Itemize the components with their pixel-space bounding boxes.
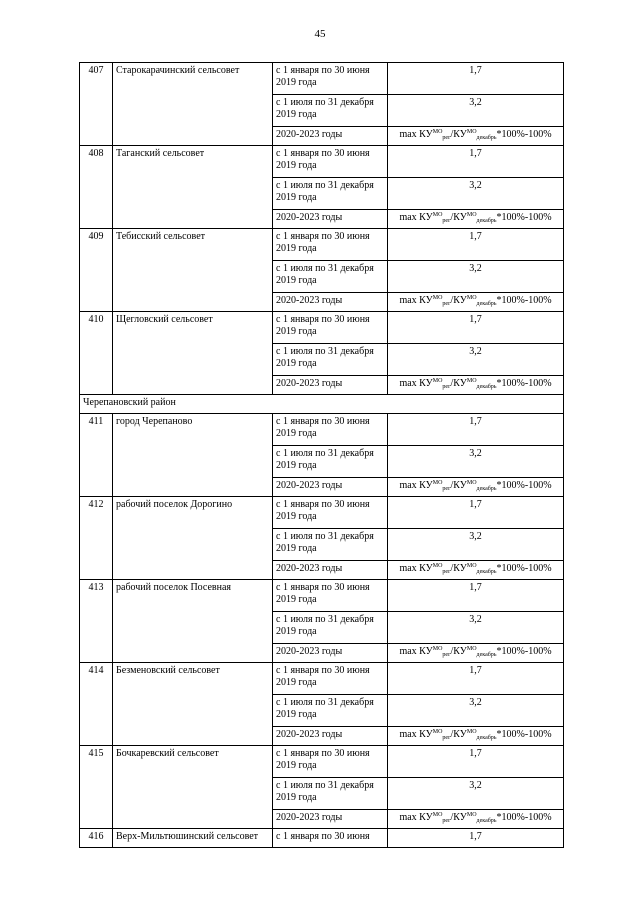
period-h1: с 1 января по 30 июня 2019 года bbox=[273, 312, 388, 344]
formula-cell bbox=[388, 293, 564, 312]
formula-sub: рег bbox=[442, 486, 451, 492]
formula-sub: декабрь bbox=[476, 818, 497, 824]
value-h2: 3,2 bbox=[388, 344, 564, 376]
formula-sup: МО bbox=[432, 812, 443, 818]
formula-sup: МО bbox=[466, 129, 477, 135]
formula-prefix: max КУ bbox=[399, 295, 433, 306]
period-years: 2020-2023 годы bbox=[273, 210, 388, 229]
formula-divisor: /КУ bbox=[450, 812, 467, 823]
formula-sub: рег bbox=[442, 301, 451, 307]
formula-suffix: *100%-100% bbox=[496, 378, 552, 389]
formula-prefix: max КУ bbox=[399, 812, 433, 823]
table-row bbox=[80, 229, 564, 261]
value-h1: 1,7 bbox=[388, 63, 564, 95]
formula-sup: МО bbox=[432, 646, 443, 652]
period-years: 2020-2023 годы bbox=[273, 127, 388, 146]
value-h1: 1,7 bbox=[388, 312, 564, 344]
formula-divisor: /КУ bbox=[450, 480, 467, 491]
value-h1: 1,7 bbox=[388, 829, 564, 848]
table-row bbox=[80, 414, 564, 446]
formula-sub: декабрь bbox=[476, 218, 497, 224]
table-row bbox=[80, 746, 564, 778]
municipality-name: Безменовский сельсовет bbox=[113, 663, 273, 746]
municipality-name: Бочкаревский сельсовет bbox=[113, 746, 273, 829]
formula-prefix: max КУ bbox=[399, 129, 433, 140]
formula-sup: МО bbox=[466, 646, 477, 652]
formula-suffix: *100%-100% bbox=[496, 563, 552, 574]
formula-cell bbox=[388, 376, 564, 395]
formula-cell bbox=[388, 810, 564, 829]
municipality-name: Таганский сельсовет bbox=[113, 146, 273, 229]
municipality-name: рабочий поселок Дорогино bbox=[113, 497, 273, 580]
formula-sub: рег bbox=[442, 569, 451, 575]
table-row bbox=[80, 63, 564, 95]
period-h1: с 1 января по 30 июня bbox=[273, 829, 388, 848]
formula-suffix: *100%-100% bbox=[496, 480, 552, 491]
value-h2: 3,2 bbox=[388, 695, 564, 727]
table-row bbox=[80, 580, 564, 612]
region-header-row bbox=[80, 395, 564, 414]
row-number: 407 bbox=[80, 63, 113, 146]
formula-sub: декабрь bbox=[476, 652, 497, 658]
value-h1: 1,7 bbox=[388, 229, 564, 261]
period-h2: с 1 июля по 31 декабря 2019 года bbox=[273, 261, 388, 293]
value-h1: 1,7 bbox=[388, 663, 564, 695]
period-h1: с 1 января по 30 июня 2019 года bbox=[273, 663, 388, 695]
formula-cell bbox=[388, 127, 564, 146]
formula-suffix: *100%-100% bbox=[496, 129, 552, 140]
formula-prefix: max КУ bbox=[399, 729, 433, 740]
period-h1: с 1 января по 30 июня 2019 года bbox=[273, 497, 388, 529]
municipality-name: Щегловский сельсовет bbox=[113, 312, 273, 395]
period-h2: с 1 июля по 31 декабря 2019 года bbox=[273, 95, 388, 127]
region-header: Черепановский район bbox=[80, 395, 564, 414]
period-years: 2020-2023 годы bbox=[273, 376, 388, 395]
value-h1: 1,7 bbox=[388, 146, 564, 178]
value-h2: 3,2 bbox=[388, 612, 564, 644]
table-row bbox=[80, 663, 564, 695]
period-years: 2020-2023 годы bbox=[273, 293, 388, 312]
formula-prefix: max КУ bbox=[399, 563, 433, 574]
formula-sup: МО bbox=[466, 729, 477, 735]
formula-sub: декабрь bbox=[476, 486, 497, 492]
formula-sub: рег bbox=[442, 652, 451, 658]
formula-sup: МО bbox=[432, 480, 443, 486]
period-h1: с 1 января по 30 июня 2019 года bbox=[273, 580, 388, 612]
formula-sub: рег bbox=[442, 735, 451, 741]
tariff-table bbox=[79, 62, 564, 848]
value-h2: 3,2 bbox=[388, 778, 564, 810]
period-years: 2020-2023 годы bbox=[273, 561, 388, 580]
formula-cell bbox=[388, 210, 564, 229]
formula-prefix: max КУ bbox=[399, 480, 433, 491]
row-number: 412 bbox=[80, 497, 113, 580]
table-row bbox=[80, 146, 564, 178]
formula-prefix: max КУ bbox=[399, 212, 433, 223]
formula-sup: МО bbox=[466, 295, 477, 301]
formula-suffix: *100%-100% bbox=[496, 212, 552, 223]
period-h1: с 1 января по 30 июня 2019 года bbox=[273, 414, 388, 446]
formula-sub: декабрь bbox=[476, 569, 497, 575]
table-row bbox=[80, 312, 564, 344]
row-number: 416 bbox=[80, 829, 113, 848]
municipality-name: Тебисский сельсовет bbox=[113, 229, 273, 312]
formula-divisor: /КУ bbox=[450, 563, 467, 574]
formula-suffix: *100%-100% bbox=[496, 812, 552, 823]
formula-divisor: /КУ bbox=[450, 729, 467, 740]
period-h1: с 1 января по 30 июня 2019 года bbox=[273, 746, 388, 778]
formula-cell bbox=[388, 727, 564, 746]
value-h1: 1,7 bbox=[388, 746, 564, 778]
formula-sup: МО bbox=[432, 129, 443, 135]
formula-sup: МО bbox=[432, 563, 443, 569]
period-h2: с 1 июля по 31 декабря 2019 года bbox=[273, 529, 388, 561]
formula-prefix: max КУ bbox=[399, 378, 433, 389]
value-h2: 3,2 bbox=[388, 446, 564, 478]
formula-cell bbox=[388, 478, 564, 497]
formula-suffix: *100%-100% bbox=[496, 295, 552, 306]
table-row bbox=[80, 497, 564, 529]
row-number: 411 bbox=[80, 414, 113, 497]
formula-sup: МО bbox=[466, 563, 477, 569]
formula-suffix: *100%-100% bbox=[496, 729, 552, 740]
value-h1: 1,7 bbox=[388, 580, 564, 612]
period-h1: с 1 января по 30 июня 2019 года bbox=[273, 63, 388, 95]
period-h2: с 1 июля по 31 декабря 2019 года bbox=[273, 178, 388, 210]
period-h2: с 1 июля по 31 декабря 2019 года bbox=[273, 446, 388, 478]
row-number: 415 bbox=[80, 746, 113, 829]
formula-sub: рег bbox=[442, 384, 451, 390]
formula-sub: декабрь bbox=[476, 135, 497, 141]
row-number: 408 bbox=[80, 146, 113, 229]
formula-sub: декабрь bbox=[476, 384, 497, 390]
row-number: 409 bbox=[80, 229, 113, 312]
value-h2: 3,2 bbox=[388, 178, 564, 210]
formula-sup: МО bbox=[466, 378, 477, 384]
formula-sub: рег bbox=[442, 135, 451, 141]
value-h2: 3,2 bbox=[388, 95, 564, 127]
value-h2: 3,2 bbox=[388, 529, 564, 561]
period-h1: с 1 января по 30 июня 2019 года bbox=[273, 229, 388, 261]
formula-cell bbox=[388, 561, 564, 580]
formula-suffix: *100%-100% bbox=[496, 646, 552, 657]
formula-sub: декабрь bbox=[476, 301, 497, 307]
period-years: 2020-2023 годы bbox=[273, 810, 388, 829]
table-row bbox=[80, 829, 564, 848]
period-h2: с 1 июля по 31 декабря 2019 года bbox=[273, 695, 388, 727]
row-number: 410 bbox=[80, 312, 113, 395]
period-years: 2020-2023 годы bbox=[273, 727, 388, 746]
period-years: 2020-2023 годы bbox=[273, 478, 388, 497]
formula-sup: МО bbox=[466, 212, 477, 218]
formula-sup: МО bbox=[432, 378, 443, 384]
municipality-name: рабочий поселок Посевная bbox=[113, 580, 273, 663]
municipality-name: Верх-Мильтюшинский сельсовет bbox=[113, 829, 273, 848]
value-h2: 3,2 bbox=[388, 261, 564, 293]
row-number: 413 bbox=[80, 580, 113, 663]
formula-divisor: /КУ bbox=[450, 212, 467, 223]
formula-cell bbox=[388, 644, 564, 663]
period-years: 2020-2023 годы bbox=[273, 644, 388, 663]
formula-divisor: /КУ bbox=[450, 129, 467, 140]
period-h1: с 1 января по 30 июня 2019 года bbox=[273, 146, 388, 178]
formula-sub: рег bbox=[442, 818, 451, 824]
formula-sup: МО bbox=[432, 729, 443, 735]
formula-sub: декабрь bbox=[476, 735, 497, 741]
formula-divisor: /КУ bbox=[450, 295, 467, 306]
period-h2: с 1 июля по 31 декабря 2019 года bbox=[273, 778, 388, 810]
formula-sup: МО bbox=[466, 480, 477, 486]
formula-divisor: /КУ bbox=[450, 646, 467, 657]
formula-sup: МО bbox=[466, 812, 477, 818]
formula-sub: рег bbox=[442, 218, 451, 224]
municipality-name: город Черепаново bbox=[113, 414, 273, 497]
value-h1: 1,7 bbox=[388, 497, 564, 529]
formula-sup: МО bbox=[432, 295, 443, 301]
value-h1: 1,7 bbox=[388, 414, 564, 446]
period-h2: с 1 июля по 31 декабря 2019 года bbox=[273, 612, 388, 644]
period-h2: с 1 июля по 31 декабря 2019 года bbox=[273, 344, 388, 376]
formula-divisor: /КУ bbox=[450, 378, 467, 389]
page-number: 45 bbox=[314, 28, 326, 40]
formula-sup: МО bbox=[432, 212, 443, 218]
formula-prefix: max КУ bbox=[399, 646, 433, 657]
municipality-name: Старокарачинский сельсовет bbox=[113, 63, 273, 146]
row-number: 414 bbox=[80, 663, 113, 746]
